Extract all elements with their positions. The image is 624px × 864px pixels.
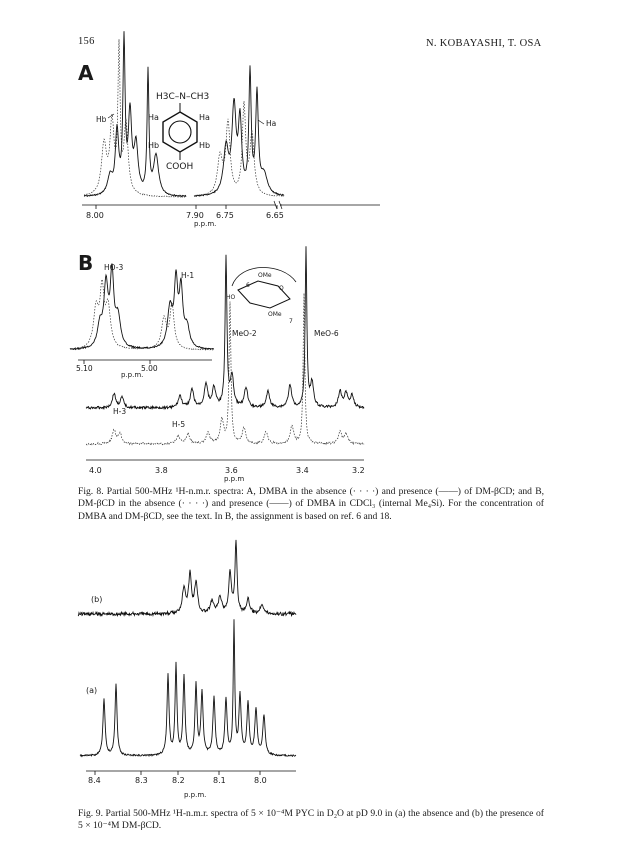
- panelA-tick-665: 6.65: [266, 211, 284, 220]
- panelB-tick-36: 3.6: [225, 466, 238, 475]
- peak-label-meo2: MeO-2: [232, 329, 257, 338]
- panelB-tick-40: 4.0: [89, 466, 102, 475]
- dmba-hb-left: Hb: [148, 141, 160, 150]
- trace-label-b: (b): [91, 595, 103, 604]
- peak-label-hb: Hb: [96, 115, 107, 124]
- figure9-axis-label: p.p.m.: [184, 791, 207, 799]
- svg-text:OMe: OMe: [268, 311, 282, 318]
- dmba-cooh: COOH: [166, 162, 194, 172]
- svg-text:HO: HO: [226, 294, 236, 301]
- running-head-authors: N. KOBAYASHI, T. OSA: [426, 38, 542, 49]
- figure9-spectrum-a: [80, 619, 296, 756]
- dmba-ha-left: Ha: [148, 113, 159, 122]
- svg-text:6: 6: [246, 282, 250, 289]
- peak-label-ho3: HO-3: [104, 263, 124, 272]
- panelB-tick-34: 3.4: [296, 466, 309, 475]
- svg-text:O: O: [279, 285, 284, 292]
- panelA-axis-label: p.p.m.: [194, 220, 217, 228]
- figure8-caption: Fig. 8. Partial 500-MHz ¹H-n.m.r. spectra: A, DMBA in the absence (· · · ·) and presence (——) of DM-βCD; and B, DM-βCD in the absence (· · · ·) and presence (——) of DMBA in CDCl₃ (internal Me₄Si). For the concentration of DMBA and DM-βCD, see the text. In B, the assignment is based on ref. 6 and 18.: [78, 486, 544, 522]
- panelB-inset-tick-500: 5.00: [141, 364, 158, 373]
- figure9-caption: Fig. 9. Partial 500-MHz ¹H-n.m.r. spectra of 5 × 10⁻⁴M PYC in D₂O at pD 9.0 in (a) the absence and (b) the presence of 5 × 10⁻⁴M DM-βCD.: [78, 808, 544, 832]
- dmba-nme2: H3C–N–CH3: [156, 92, 210, 102]
- panelB-tick-38: 3.8: [155, 466, 168, 475]
- peak-label-ha: Ha: [266, 119, 277, 128]
- panelA-tick-800: 8.00: [86, 211, 104, 220]
- panelA-tick-675: 6.75: [216, 211, 234, 220]
- figure9-tick-81: 8.1: [213, 776, 226, 785]
- figure9-tick-83: 8.3: [135, 776, 148, 785]
- figure9-spectrum-b: [78, 540, 296, 616]
- figure9-tick-82: 8.2: [172, 776, 185, 785]
- dmba-ha-right: Ha: [199, 113, 210, 122]
- page-number: 156: [78, 36, 95, 47]
- peak-label-h1: H-1: [181, 271, 195, 280]
- panelB-axis-label: p.p.m: [224, 475, 245, 483]
- peak-label-h3: H-3: [113, 407, 127, 416]
- peak-label-meo6: MeO-6: [314, 329, 339, 338]
- figure9-tick-80: 8.0: [254, 776, 267, 785]
- dmba-hb-right: Hb: [199, 141, 211, 150]
- panelB-inset-tick-510: 5.10: [76, 364, 93, 373]
- svg-text:7: 7: [289, 318, 293, 325]
- svg-text:OMe: OMe: [258, 272, 272, 279]
- panelB-label: B: [78, 251, 94, 275]
- figure9-tick-84: 8.4: [88, 776, 101, 785]
- panelA-tick-790: 7.90: [186, 211, 204, 220]
- trace-label-a: (a): [86, 686, 98, 695]
- panelB-inset-axis-label: p.p.m.: [121, 371, 144, 379]
- peak-label-h5: H-5: [172, 420, 186, 429]
- panelB-tick-32: 3.2: [352, 466, 365, 475]
- panelA-label: A: [78, 61, 94, 85]
